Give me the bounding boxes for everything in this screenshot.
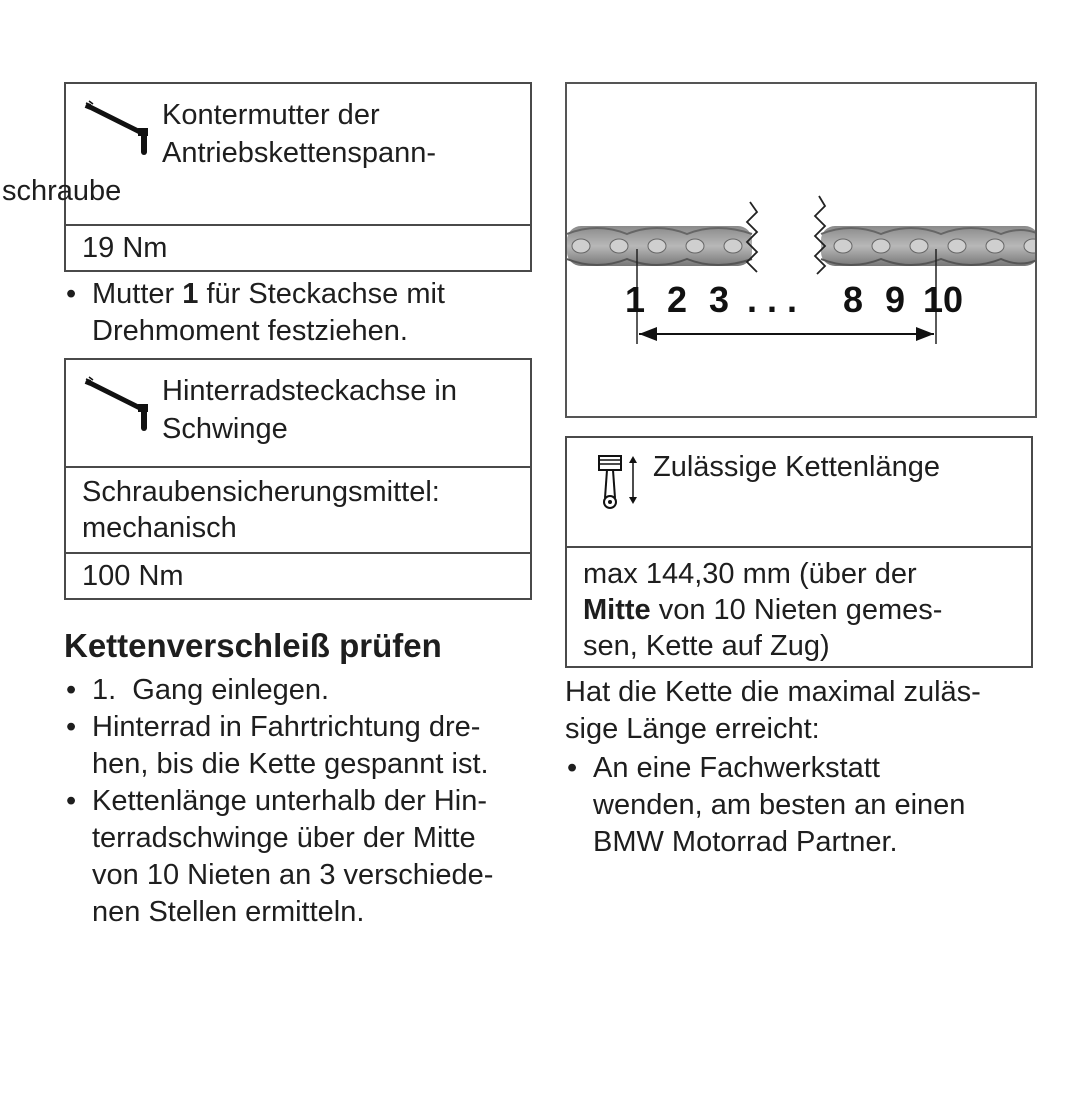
list-item — [64, 783, 532, 931]
thread-locker-line1: Schraubensicherungsmittel: — [82, 476, 440, 508]
rivet-label-1: 1 — [625, 279, 646, 320]
step-line: von 10 Nieten an 3 verschiede- — [92, 859, 494, 891]
torque-spec-title-line1: Kontermutter der — [162, 99, 380, 131]
thread-locker-line2: mechanisch — [82, 512, 237, 544]
rivet-label-ellipsis: . . . — [747, 279, 798, 320]
chain-segment-left — [567, 226, 752, 266]
torque-spec-table-axle — [64, 358, 532, 600]
bullet-dot: • — [66, 711, 77, 743]
list-item — [64, 709, 532, 783]
step-line: 1. Gang einlegen. — [92, 674, 330, 706]
bullet-dot: • — [567, 752, 578, 784]
torque-spec-title-line2: Antriebskettenspann- — [162, 137, 437, 169]
para-line2: sige Länge erreicht: — [565, 713, 820, 745]
action-line1: An eine Fachwerkstatt — [593, 752, 880, 784]
step-line: hen, bis die Kette gespannt ist. — [92, 748, 489, 780]
instruction-list-1 — [64, 276, 532, 350]
instruction-list-2 — [64, 672, 532, 931]
value-bold: Mitte — [583, 594, 651, 626]
list-item — [64, 276, 532, 350]
torque-spec-header — [66, 360, 530, 468]
piston-measure-icon — [583, 448, 651, 514]
reference-number: 1 — [182, 278, 199, 310]
bullet-prefix: Mutter — [92, 278, 183, 310]
rivet-label-2: 2 — [667, 279, 688, 320]
step-line: nen Stellen ermitteln. — [92, 896, 365, 928]
torque-spec-value: 100 Nm — [82, 560, 184, 592]
step-line: Hinterrad in Fahrtrichtung dre- — [92, 711, 481, 743]
torque-spec-table-locknut — [2, 82, 532, 272]
chain-segment-right — [821, 226, 1037, 266]
rivet-label-3: 3 — [709, 279, 730, 320]
step-line: terradschwinge über der Mitte — [92, 822, 476, 854]
section-title: Kettenverschleiß prüfen — [64, 627, 442, 664]
step-line: Kettenlänge unterhalb der Hin- — [92, 785, 487, 817]
action-line2: wenden, am besten an einen — [593, 789, 966, 821]
bullet-dot: • — [66, 785, 77, 817]
condition-paragraph — [565, 674, 1037, 748]
bullet-dot: • — [66, 674, 77, 706]
bullet-line2: Drehmoment festziehen. — [92, 315, 408, 347]
thread-locker-row — [66, 468, 530, 554]
torque-spec-title-line3: schraube — [2, 175, 122, 207]
torque-spec-value: 19 Nm — [82, 232, 168, 264]
left-column — [2, 82, 532, 931]
action-line3: BMW Motorrad Partner. — [593, 826, 898, 858]
action-list — [565, 750, 1037, 861]
chain-length-spec-value — [567, 548, 1031, 666]
torque-wrench-icon — [82, 372, 160, 432]
torque-spec-title-line2: Schwinge — [162, 413, 288, 445]
value-line3: sen, Kette auf Zug) — [583, 630, 830, 662]
bullet-dot: • — [66, 278, 77, 310]
chain-measurement-figure — [565, 82, 1037, 418]
chain-measure-illustration — [567, 84, 1037, 418]
value-line1: max 144,30 mm (über der — [583, 558, 917, 590]
rivet-label-8: 8 — [843, 279, 864, 320]
bullet-line1: für Steckachse mit — [198, 278, 445, 310]
chain-length-spec-header — [567, 438, 1031, 548]
torque-spec-title-line1: Hinterradsteckachse in — [162, 375, 457, 407]
torque-spec-header — [2, 84, 530, 226]
list-item — [565, 750, 1037, 861]
rivet-label-10: 10 — [923, 279, 964, 320]
rivet-label-9: 9 — [885, 279, 906, 320]
list-item — [64, 672, 532, 709]
para-line1: Hat die Kette die maximal zuläs- — [565, 676, 981, 708]
torque-wrench-icon — [82, 96, 160, 156]
right-column — [565, 82, 1037, 861]
value-line2: von 10 Nieten gemes- — [650, 594, 943, 626]
chain-length-spec-title: Zulässige Kettenlänge — [653, 451, 940, 483]
chain-length-spec-table — [565, 436, 1033, 668]
